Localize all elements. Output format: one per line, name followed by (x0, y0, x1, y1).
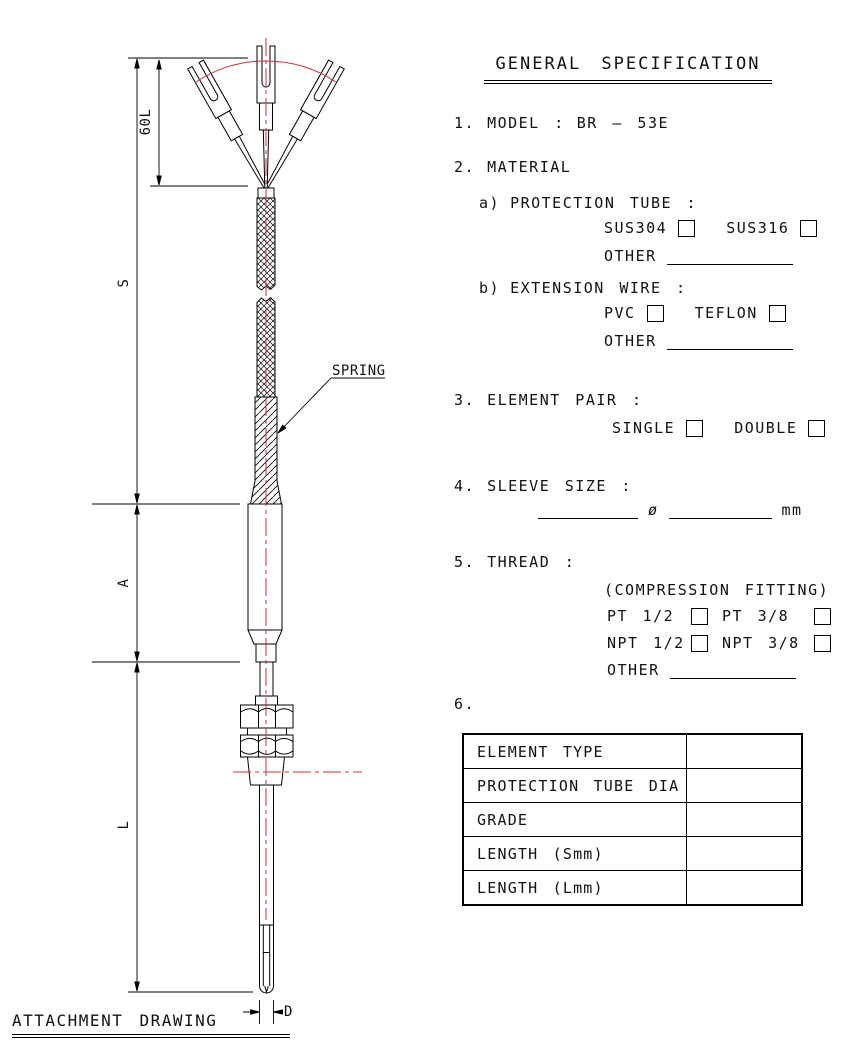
thread-options-row-1 (607, 607, 831, 625)
element-pair-options (612, 419, 825, 437)
material-heading (454, 158, 571, 176)
thread-heading (454, 553, 575, 571)
sus316-checkbox[interactable] (800, 220, 817, 237)
model-label: MODEL : (487, 114, 565, 132)
npt-threeeighth-checkbox[interactable] (814, 635, 831, 652)
sleeve-size-heading (454, 477, 632, 495)
single-label: SINGLE (612, 419, 676, 437)
table-section-number: 6. (454, 695, 476, 713)
dim-l-label: L (116, 820, 132, 830)
spec-table-value-cell[interactable] (687, 769, 801, 802)
sleeve-size-label: SLEEVE SIZE : (487, 477, 632, 495)
protection-tube-other-field[interactable] (667, 246, 793, 265)
table-row (464, 735, 801, 768)
teflon-checkbox[interactable] (769, 305, 786, 322)
extension-wire-heading (479, 279, 687, 297)
spec-table (462, 733, 803, 906)
pvc-checkbox[interactable] (647, 305, 664, 322)
protection-tube-other-label: OTHER (604, 247, 657, 265)
element-pair-number: 3. (454, 391, 476, 409)
extension-wire-options (604, 304, 786, 322)
npt-half-checkbox[interactable] (691, 635, 708, 652)
sus304-checkbox[interactable] (678, 220, 695, 237)
spec-table-label-cell: PROTECTION TUBE DIA (464, 769, 687, 802)
model-number: 1. (454, 114, 476, 132)
sleeve-size-field-1[interactable] (538, 500, 638, 519)
spec-title: GENERAL SPECIFICATION (484, 54, 772, 84)
model-row (454, 114, 669, 132)
protection-tube-options (604, 219, 817, 237)
extension-wire-number: b) (479, 279, 501, 297)
dim-d-label: D (284, 1004, 293, 1020)
extension-wire-other (604, 331, 793, 350)
spec-table-value-cell[interactable] (687, 837, 801, 870)
table-row (464, 802, 801, 836)
protection-tube-label: PROTECTION TUBE : (510, 194, 698, 212)
spec-table-value-cell[interactable] (687, 871, 801, 904)
model-value: BR — 53E (576, 114, 670, 132)
npt-half-label: NPT 1/2 (607, 634, 685, 652)
spring-label: SPRING (332, 363, 386, 379)
protection-tube-number: a) (479, 194, 501, 212)
dim-60l-label: 60L (138, 108, 154, 136)
npt-threeeighth-label: NPT 3/8 (722, 634, 800, 652)
pvc-label: PVC (604, 304, 636, 322)
thread-other-label: OTHER (607, 661, 660, 679)
protection-tube-heading (479, 194, 697, 212)
dim-s-label: S (116, 278, 132, 288)
thread-options-row-2 (607, 634, 831, 652)
drawing-caption (12, 1011, 290, 1038)
drawing-caption-text: ATTACHMENT DRAWING (12, 1011, 218, 1030)
table-row (464, 870, 801, 904)
thread-label: THREAD : (487, 553, 576, 571)
spec-table-value-cell[interactable] (687, 735, 801, 768)
material-label: MATERIAL (487, 158, 572, 176)
dim-a-label: A (116, 578, 132, 588)
spec-table-value-cell[interactable] (687, 803, 801, 836)
sus304-label: SUS304 (604, 219, 668, 237)
sleeve-size-number: 4. (454, 477, 476, 495)
extension-wire-other-label: OTHER (604, 332, 657, 350)
double-label: DOUBLE (734, 419, 798, 437)
extension-wire-other-field[interactable] (667, 331, 793, 350)
material-number: 2. (454, 158, 476, 176)
sleeve-size-field-2[interactable] (669, 500, 772, 519)
pt-threeeighth-checkbox[interactable] (814, 608, 831, 625)
thread-note: (COMPRESSION FITTING) (604, 581, 830, 599)
spec-table-label-cell: LENGTH (Smm) (464, 837, 687, 870)
single-checkbox[interactable] (686, 420, 703, 437)
pt-threeeighth-label: PT 3/8 (722, 607, 790, 625)
double-checkbox[interactable] (808, 420, 825, 437)
thread-other-field[interactable] (670, 660, 796, 679)
sleeve-size-unit: mm (781, 501, 803, 519)
thread-other (607, 660, 796, 679)
sleeve-size-entry (538, 500, 803, 519)
tube-tip (260, 925, 274, 993)
spec-table-label-cell: ELEMENT TYPE (464, 735, 687, 768)
sus316-label: SUS316 (726, 219, 790, 237)
spec-table-label-cell: LENGTH (Lmm) (464, 871, 687, 904)
pt-half-checkbox[interactable] (691, 608, 708, 625)
spec-table-label-cell: GRADE (464, 803, 687, 836)
sleeve-body (248, 504, 282, 662)
element-pair-heading (454, 391, 643, 409)
element-pair-label: ELEMENT PAIR : (487, 391, 643, 409)
table-row (464, 836, 801, 870)
table-row (464, 768, 801, 802)
teflon-label: TEFLON (694, 304, 758, 322)
extension-wire-label: EXTENSION WIRE : (510, 279, 687, 297)
protection-tube-other (604, 246, 793, 265)
diameter-symbol: ø (648, 501, 659, 519)
thread-number: 5. (454, 553, 476, 571)
pt-half-label: PT 1/2 (607, 607, 675, 625)
